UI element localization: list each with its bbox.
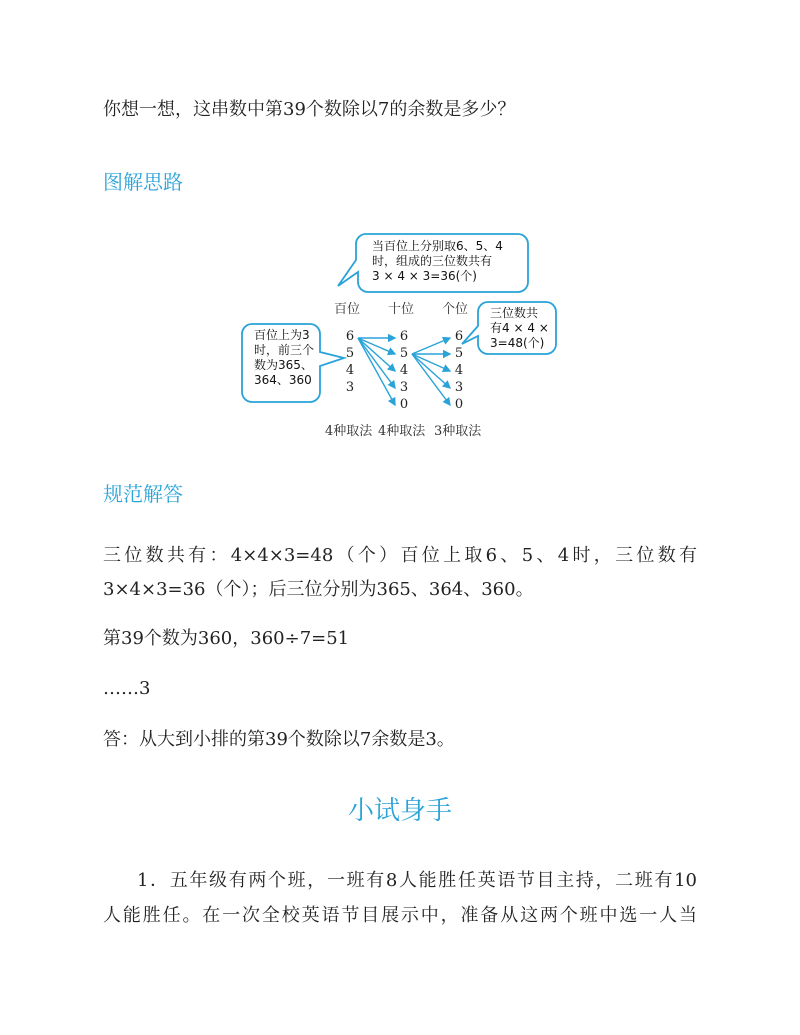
bubble-right-text — [490, 306, 549, 351]
section-title-diagram: 图解思路 — [103, 170, 183, 194]
bubble-left-text — [254, 328, 314, 388]
digit-tens: 3 — [399, 380, 409, 395]
digit-hundreds: 4 — [345, 363, 355, 378]
question-text: 你想一想，这串数中第39个数除以7的余数是多少？ — [103, 99, 516, 120]
digit-units: 5 — [454, 346, 464, 361]
digit-tens: 6 — [399, 329, 409, 344]
footer-hundreds: 4种取法 — [325, 424, 373, 439]
digit-units: 4 — [454, 363, 464, 378]
bubble-top-line: 当百位上分别取6、5、4 — [372, 239, 503, 253]
bubble-left-line: 364、360 — [254, 373, 312, 387]
bubble-right-line: 3=48(个) — [490, 336, 545, 350]
digit-hundreds: 3 — [345, 380, 355, 395]
arrows-hundreds-to-tens — [358, 338, 395, 405]
header-hundreds: 百位 — [334, 302, 361, 317]
bubble-right-line: 三位数共 — [490, 306, 539, 320]
section-title-practice: 小试身手 — [347, 796, 452, 826]
tree-diagram — [230, 230, 570, 445]
bubble-right-line: 有4 × 4 × — [490, 321, 549, 335]
answer-line: 3×4×3=36（个）；后三位分别为365、364、360。 — [103, 579, 534, 600]
answer-conclusion: 答：从大到小排的第39个数除以7余数是3。 — [103, 729, 455, 750]
bubble-left-line: 数为365、 — [254, 358, 313, 372]
digit-tens: 0 — [399, 397, 409, 412]
header-units: 个位 — [442, 302, 469, 317]
digit-tens: 4 — [399, 363, 409, 378]
footer-units: 3种取法 — [434, 424, 482, 439]
answer-line: 三位数共有：4×4×3=48（个）百位上取6、5、4时，三位数有 — [103, 545, 697, 566]
exercise-line: 人能胜任。在一次全校英语节目展示中，准备从这两个班中选一人当 — [103, 905, 697, 926]
bubble-top-line: 3 × 4 × 3=36(个) — [372, 269, 477, 283]
digit-tens: 5 — [399, 346, 409, 361]
bubble-top-line: 时，组成的三位数共有 — [372, 254, 493, 268]
bubble-top-text — [372, 239, 503, 284]
digit-hundreds: 5 — [345, 346, 355, 361]
answer-line: ……3 — [103, 678, 151, 699]
exercise-line: 1．五年级有两个班，一班有8人能胜任英语节目主持，二班有10 — [137, 870, 697, 891]
answer-line: 第39个数为360，360÷7=51 — [103, 628, 350, 649]
arrows-tens-to-units — [412, 338, 450, 405]
digit-units: 3 — [454, 380, 464, 395]
footer-tens: 4种取法 — [378, 424, 426, 439]
digit-hundreds: 6 — [345, 329, 355, 344]
section-title-answer: 规范解答 — [103, 482, 183, 506]
bubble-left-line: 百位上为3 — [254, 328, 310, 342]
digit-units: 6 — [454, 329, 464, 344]
header-tens: 十位 — [388, 302, 415, 317]
bubble-left-line: 时，前三个 — [254, 343, 315, 357]
digit-units: 0 — [454, 397, 464, 412]
